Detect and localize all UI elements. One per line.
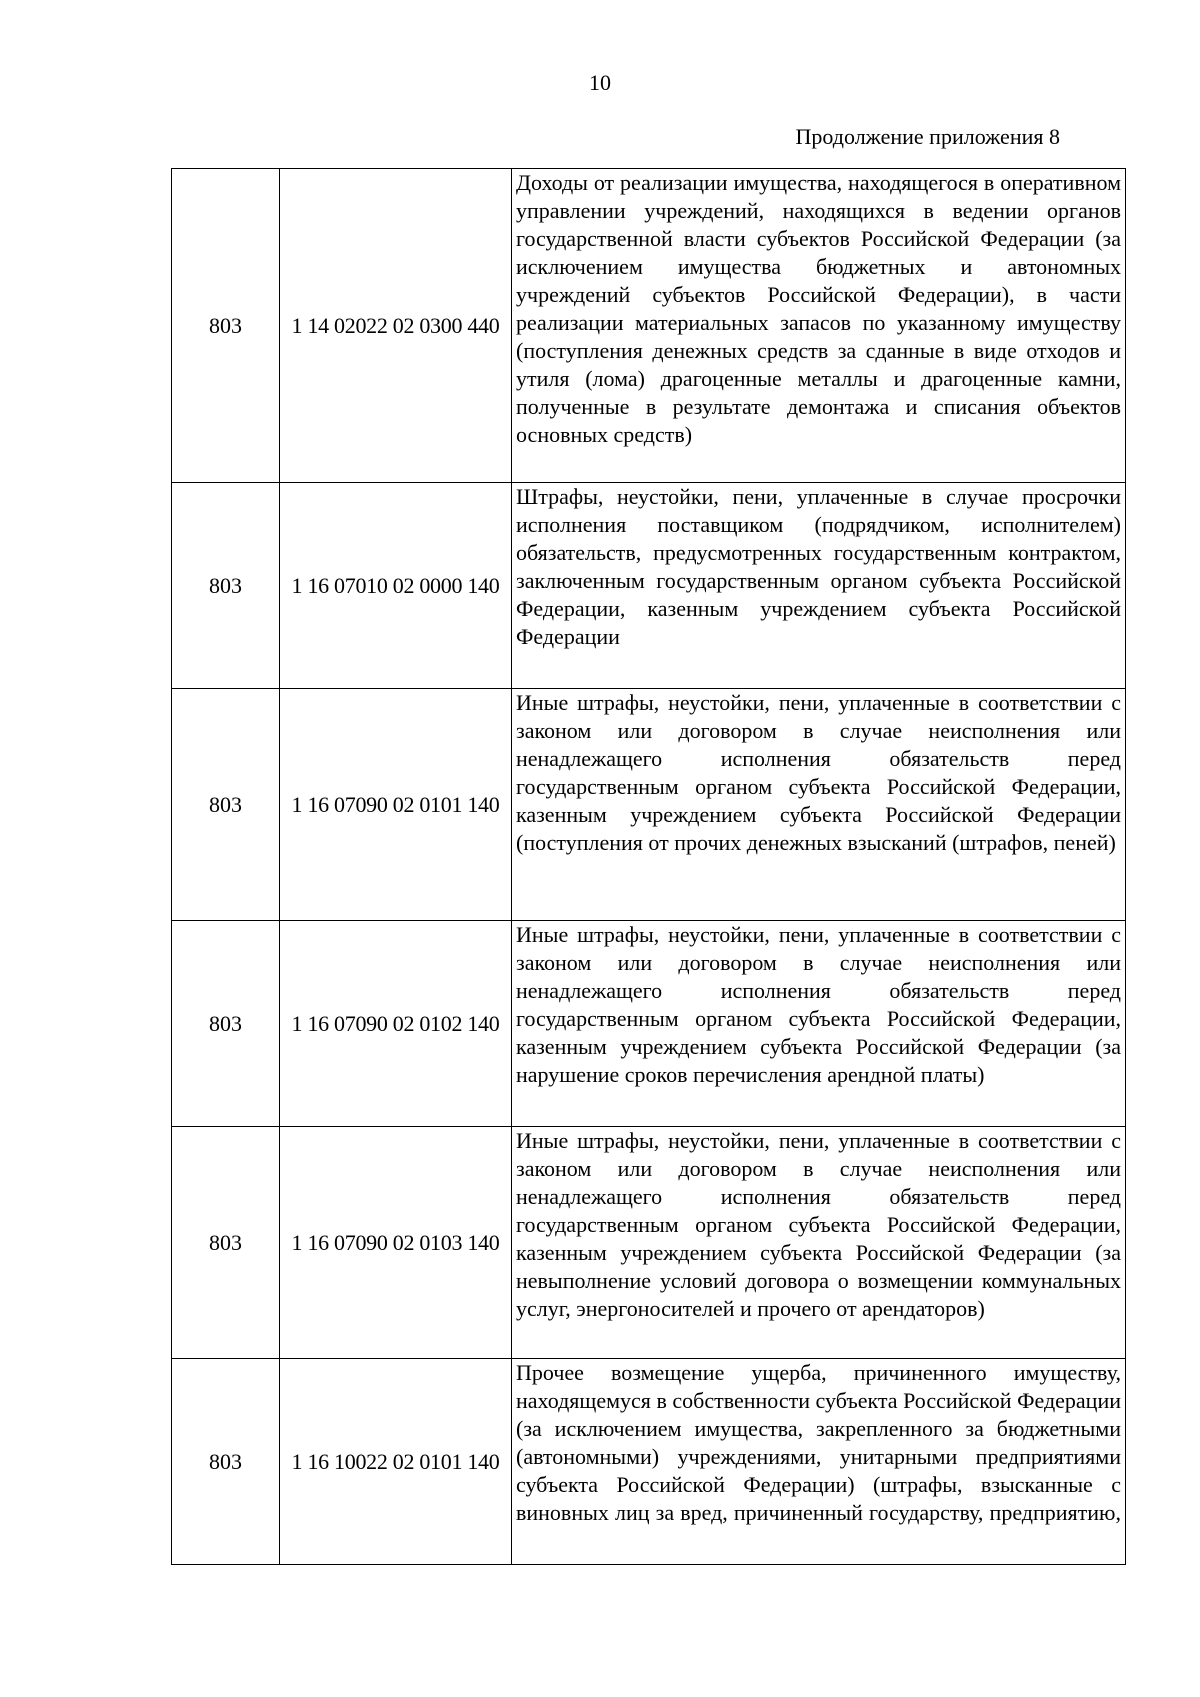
table-row <box>172 483 1126 689</box>
budget-classification-code-cell: 1 16 07090 02 0102 140 <box>280 921 512 1127</box>
admin-code-cell: 803 <box>172 689 280 921</box>
budget-classification-code-cell: 1 16 07090 02 0101 140 <box>280 689 512 921</box>
table-row <box>172 689 1126 921</box>
revenue-description-cell: Иные штрафы, неустойки, пени, уплаченные в соответствии с законом или договором в случае неисполнения или ненадлежащего исполнения обязательств перед государственным органом субъекта Российской Федерации, казенным учреждением субъекта Российской Федерации (за нарушение сроков перечисления арендной платы) <box>512 921 1126 1127</box>
revenue-description-cell: Иные штрафы, неустойки, пени, уплаченные в соответствии с законом или договором в случае неисполнения или ненадлежащего исполнения обязательств перед государственным органом субъекта Российской Федерации, казенным учреждением субъекта Российской Федерации (за невыполнение условий договора о возмещении коммунальных услуг, энергоносителей и прочего от арендаторов) <box>512 1127 1126 1359</box>
revenue-description-cell: Доходы от реализации имущества, находящегося в оперативном управлении учреждений, находящихся в ведении органов государственной власти субъектов Российской Федерации (за исключением имущества бюджетных и автономных учреждений субъектов Российской Федерации), в части реализации материальных запасов по указанному имуществу (поступления денежных средств за сданные в виде отходов и утиля (лома) драгоценные металлы и драгоценные камни, полученные в результате демонтажа и списания объектов основных средств) <box>512 169 1126 483</box>
page-number: 10 <box>589 70 611 95</box>
table-row <box>172 169 1126 483</box>
budget-classification-code-cell: 1 16 07010 02 0000 140 <box>280 483 512 689</box>
admin-code-cell: 803 <box>172 169 280 483</box>
budget-classification-code-cell: 1 16 10022 02 0101 140 <box>280 1359 512 1565</box>
appendix-continuation-label: Продолжение приложения 8 <box>795 124 1060 149</box>
table-row <box>172 1359 1126 1565</box>
admin-code-cell: 803 <box>172 1127 280 1359</box>
table-row <box>172 921 1126 1127</box>
table-row <box>172 1127 1126 1359</box>
revenue-description-cell: Прочее возмещение ущерба, причиненного имуществу, находящемуся в собственности субъекта Российской Федерации (за исключением имущества, закрепленного за бюджетными (автономными) учреждениями, унитарными предприятиями субъекта Российской Федерации) (штрафы, взысканные с виновных лиц за вред, причиненный государству, предприятию, <box>512 1359 1126 1565</box>
revenue-description-cell: Иные штрафы, неустойки, пени, уплаченные в соответствии с законом или договором в случае неисполнения или ненадлежащего исполнения обязательств перед государственным органом субъекта Российской Федерации, казенным учреждением субъекта Российской Федерации (поступления от прочих денежных взысканий (штрафов, пеней) <box>512 689 1126 921</box>
admin-code-cell: 803 <box>172 483 280 689</box>
revenue-description-cell: Штрафы, неустойки, пени, уплаченные в случае просрочки исполнения поставщиком (подрядчиком, исполнителем) обязательств, предусмотренных государственным контрактом, заключенным государственным органом субъекта Российской Федерации, казенным учреждением субъекта Российской Федерации <box>512 483 1126 689</box>
budget-classification-code-cell: 1 14 02022 02 0300 440 <box>280 169 512 483</box>
budget-classification-code-cell: 1 16 07090 02 0103 140 <box>280 1127 512 1359</box>
admin-code-cell: 803 <box>172 921 280 1127</box>
revenue-codes-table <box>171 168 1126 1565</box>
admin-code-cell: 803 <box>172 1359 280 1565</box>
